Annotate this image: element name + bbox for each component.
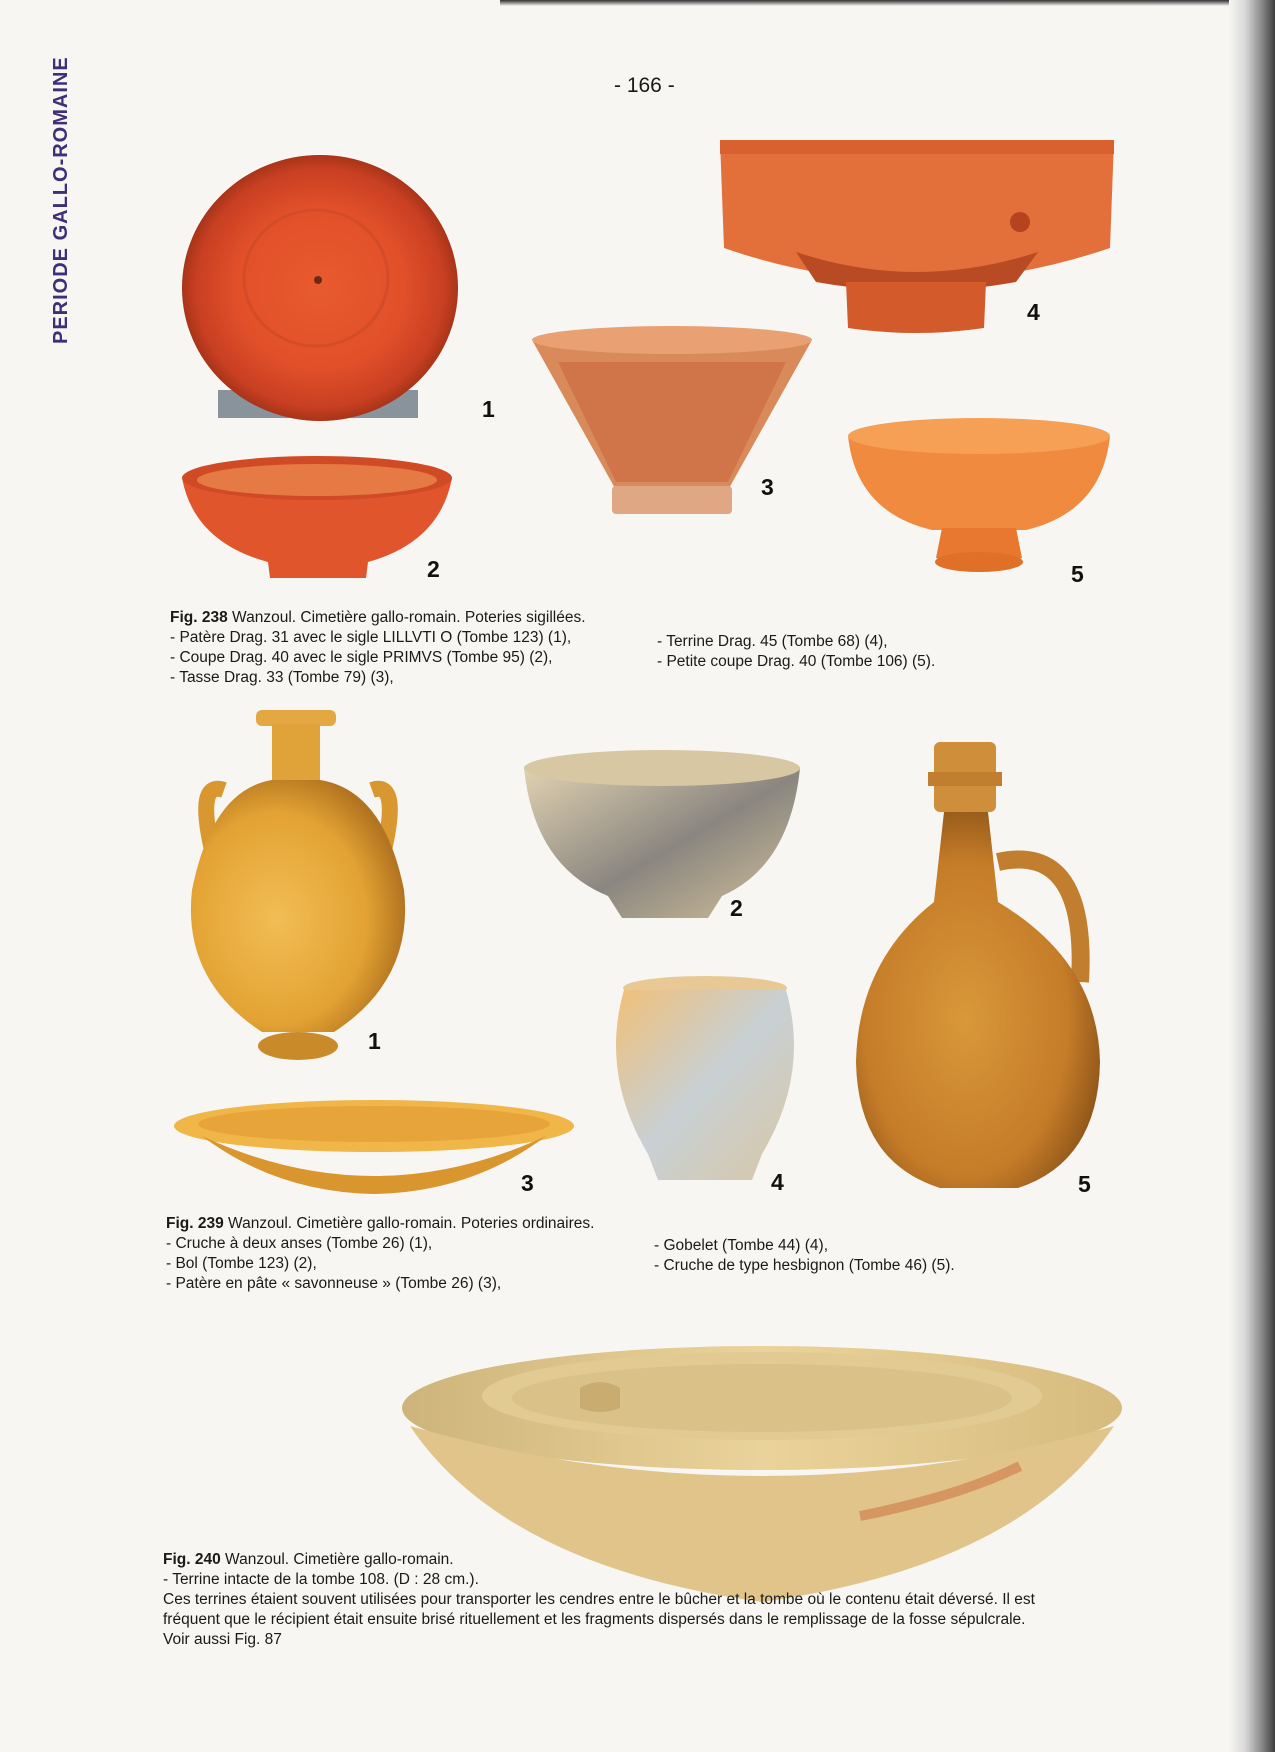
fig238-caption-heading	[170, 608, 586, 628]
fig239-item-1: - Cruche à deux anses (Tombe 26) (1),	[166, 1235, 433, 1252]
fig238-number-3: 3	[761, 474, 774, 500]
fig239-item-5: - Cruche de type hesbignon (Tombe 46) (5).	[654, 1257, 955, 1274]
fig240-caption-heading	[163, 1550, 1035, 1570]
fig238-patere-plate-photo	[178, 150, 463, 435]
page-number: - 166 -	[614, 74, 675, 97]
section-side-label: PERIODE GALLO-ROMAINE	[50, 56, 72, 344]
fig238-item-4: - Terrine Drag. 45 (Tombe 68) (4),	[657, 633, 888, 650]
fig238-number-1: 1	[482, 396, 495, 422]
fig239-item-3: - Patère en pâte « savonneuse » (Tombe 26) (3),	[166, 1275, 502, 1292]
fig238-number-4: 4	[1027, 299, 1040, 325]
fig240-line1: - Terrine intacte de la tombe 108. (D : 28 cm.).	[163, 1571, 479, 1588]
fig240-caption	[163, 1550, 1035, 1650]
book-gutter-shadow	[1229, 0, 1275, 1752]
fig239-number-3: 3	[521, 1170, 534, 1196]
fig240-body-line-2: fréquent que le récipient était ensuite brisé rituellement et les fragments dispersés dans le remplissage de la fosse sépulcrale.	[163, 1611, 1026, 1628]
fig238-number-2: 2	[427, 556, 440, 582]
fig239-caption-right	[654, 1236, 955, 1276]
fig238-item-5: - Petite coupe Drag. 40 (Tombe 106) (5).	[657, 653, 936, 670]
fig239-bol-photo	[522, 746, 802, 924]
fig240-body-line-1: Ces terrines étaient souvent utilisées pour transporter les cendres entre le bûcher et la tombe où le contenu était déversé. Il est	[163, 1591, 1035, 1608]
fig238-caption-left	[170, 608, 586, 688]
fig238-terrine-photo	[716, 132, 1118, 336]
fig239-caption-left	[166, 1214, 594, 1294]
fig238-petite-coupe-photo	[846, 416, 1112, 576]
fig239-caption-heading	[166, 1214, 594, 1234]
fig238-item-3: - Tasse Drag. 33 (Tombe 79) (3),	[170, 669, 394, 686]
fig239-item-2: - Bol (Tombe 123) (2),	[166, 1255, 317, 1272]
fig238-coupe-bowl-photo	[178, 452, 456, 584]
fig238-item-1: - Patère Drag. 31 avec le sigle LILLVTI O (Tombe 123) (1),	[170, 629, 572, 646]
fig239-cruche-deux-anses-photo	[172, 710, 424, 1064]
fig238-caption-right	[657, 632, 935, 672]
page-top-edge	[500, 0, 1275, 6]
fig239-cruche-hesbignon-photo	[848, 742, 1110, 1194]
fig239-title: Wanzoul. Cimetière gallo-romain. Poteries ordinaires.	[228, 1215, 595, 1232]
fig239-label: Fig. 239	[166, 1215, 224, 1232]
fig239-number-1: 1	[368, 1028, 381, 1054]
fig238-number-5: 5	[1071, 561, 1084, 587]
fig239-number-2: 2	[730, 895, 743, 921]
fig240-body-line-3: Voir aussi Fig. 87	[163, 1631, 282, 1648]
fig240-title: Wanzoul. Cimetière gallo-romain.	[225, 1551, 454, 1568]
fig239-item-4: - Gobelet (Tombe 44) (4),	[654, 1237, 829, 1254]
fig238-label: Fig. 238	[170, 609, 228, 626]
fig239-patere-savonneuse-photo	[172, 1096, 576, 1196]
fig239-gobelet-photo	[608, 974, 802, 1186]
fig238-title: Wanzoul. Cimetière gallo-romain. Poteries sigillées.	[232, 609, 586, 626]
fig239-number-5: 5	[1078, 1171, 1091, 1197]
fig238-item-2: - Coupe Drag. 40 avec le sigle PRIMVS (Tombe 95) (2),	[170, 649, 553, 666]
fig239-number-4: 4	[771, 1169, 784, 1195]
fig240-label: Fig. 240	[163, 1551, 221, 1568]
